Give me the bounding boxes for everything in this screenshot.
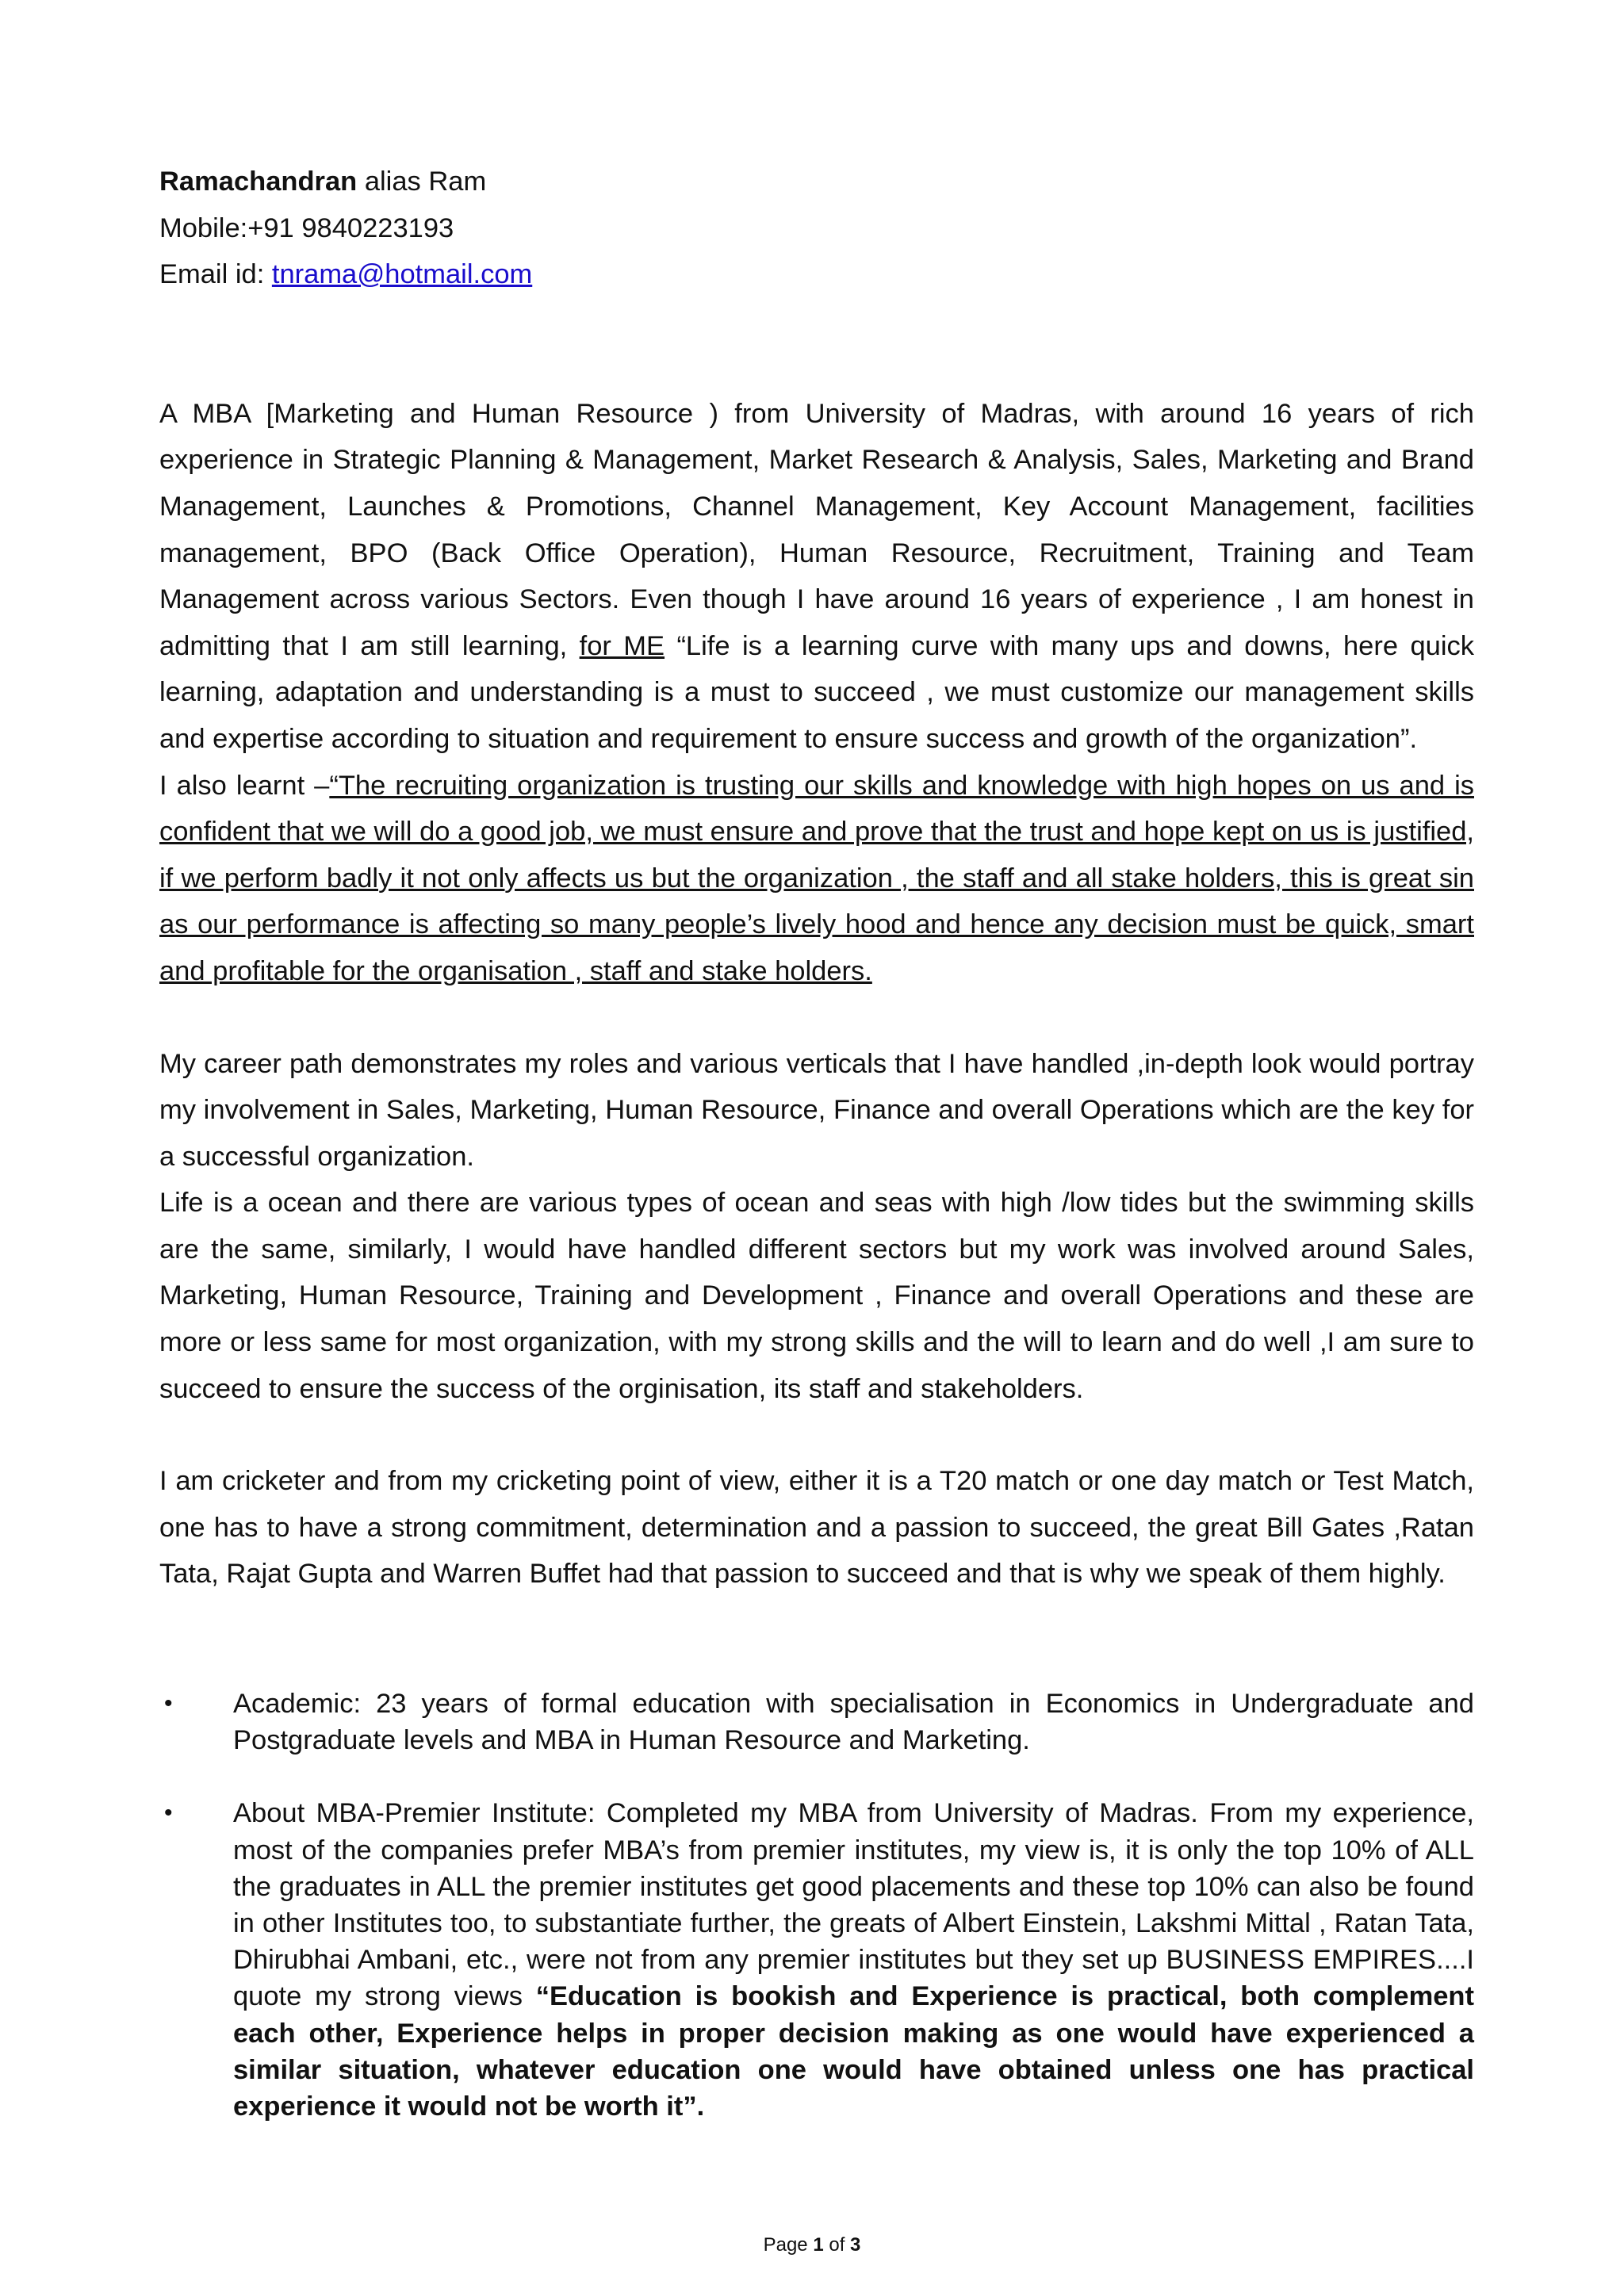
page-label: Page — [763, 2234, 814, 2256]
summary-p1-end: “Life is a learning curve with many ups and downs, here quick learning, adaptation and understanding is a must to succeed , we must customize our management skills and expertise according to situation and requirement to ensure success and growth of the organization”. — [159, 630, 1474, 754]
bullet-mba-quote: “Education is bookish and Experience is practical, both complement each other, Experience helps in proper decision making as one would have experienced a similar situation, whatever education one would have obtained unless one has practical experience it would not be worth it”. — [233, 1981, 1474, 2122]
summary-for-me: for ME — [579, 630, 665, 661]
summary-p1-start: A MBA [Marketing and Human Resource ) from University of Madras, with around 16 years of rich experience in Strategic Planning & Management, Market Research & Analysis, Sales, Marketing and Brand Management, Launches & Promotions, Channel Management, Key Account Management, facilities management, BPO (Back Office Operation), Human Resource, Recruitment, Training and Team Management across various Sectors. Even though I have around 16 years of experience , I am honest in admitting that I am still learning, — [159, 398, 1474, 661]
page-of: of — [823, 2234, 851, 2256]
ocean-paragraph: Life is a ocean and there are various types of ocean and seas with high /low tides but the swimming skills are the same, similarly, I would have handled different sectors but my work was involved around Sales, Marketing, Human Resource, Training and Development , Finance and overall Operations and these are more or less same for most organization, with my strong skills and the will to learn and do well ,I am sure to succeed to ensure the success of the orginisation, its staff and stakeholders. — [159, 1188, 1474, 1404]
summary-paragraph-1 — [159, 391, 1474, 763]
summary-p2-start: I also learnt – — [159, 770, 330, 801]
mobile-number: Mobile:+91 9840223193 — [159, 212, 454, 243]
email-line — [159, 251, 1474, 298]
bullet-list — [159, 1686, 1474, 2125]
email-label: Email id: — [159, 259, 272, 290]
page-footer — [0, 2234, 1624, 2256]
page-total: 3 — [850, 2234, 861, 2256]
email-link[interactable]: tnrama@hotmail.com — [271, 259, 533, 290]
career-path-paragraph: My career path demonstrates my roles and various verticals that I have handled ,in-depth look would portray my involvement in Sales, Marketing, Human Resource, Finance and overall Operations which are the key for a successful organization. — [159, 1048, 1474, 1172]
summary-paragraph-2 — [159, 763, 1474, 995]
page-current: 1 — [813, 2234, 824, 2256]
bullet-mba — [159, 1795, 1474, 2125]
summary-p2-quote: “The recruiting organization is trusting our skills and knowledge with high hopes on us and is confident that we will do a good job, we must ensure and prove that the trust and hope kept on us is justified, if we perform badly it not only affects us but the organization , the staff and all stake holders, this is great sin as our performance is affecting so many people’s lively hood and hence any decision must be quick, smart and profitable for the organisation , staff and stake holders. — [159, 770, 1474, 986]
resume-content — [159, 159, 1474, 1598]
cricket-paragraph: I am cricketer and from my cricketing point of view, either it is a T20 match or one day match or Test Match, one has to have a strong commitment, determination and a passion to succeed, the great Bill Gates ,Ratan Tata, Rajat Gupta and Warren Buffet had that passion to succeed and that is why we speak of them highly. — [159, 1466, 1474, 1590]
bullet-academic-text: Academic: 23 years of formal education with specialisation in Economics in Undergraduate and Postgraduate levels and MBA in Human Resource and Marketing. — [233, 1689, 1474, 1756]
candidate-name-line — [159, 159, 1474, 205]
candidate-name: Ramachandran — [159, 166, 358, 197]
candidate-alias: alias Ram — [357, 166, 487, 197]
bullet-icon: • — [164, 1690, 173, 1716]
bullet-icon: • — [164, 1800, 173, 1827]
bullet-mba-text: About MBA-Premier Institute: Completed my MBA from University of Madras. From my experience, most of the companies prefer MBA’s from premier institutes, my view is, it is only the top 10% of ALL the graduates in ALL the premier institutes get good placements and these top 10% can also be found in other Institutes too, to substantiate further, the greats of Albert Einstein, Lakshmi Mittal , Ratan Tata, Dhirubhai Ambani, etc., were not from any premier institutes but they set up BUSINESS EMPIRES....I quote my strong views — [233, 1798, 1474, 2012]
bullet-academic — [159, 1686, 1474, 1758]
